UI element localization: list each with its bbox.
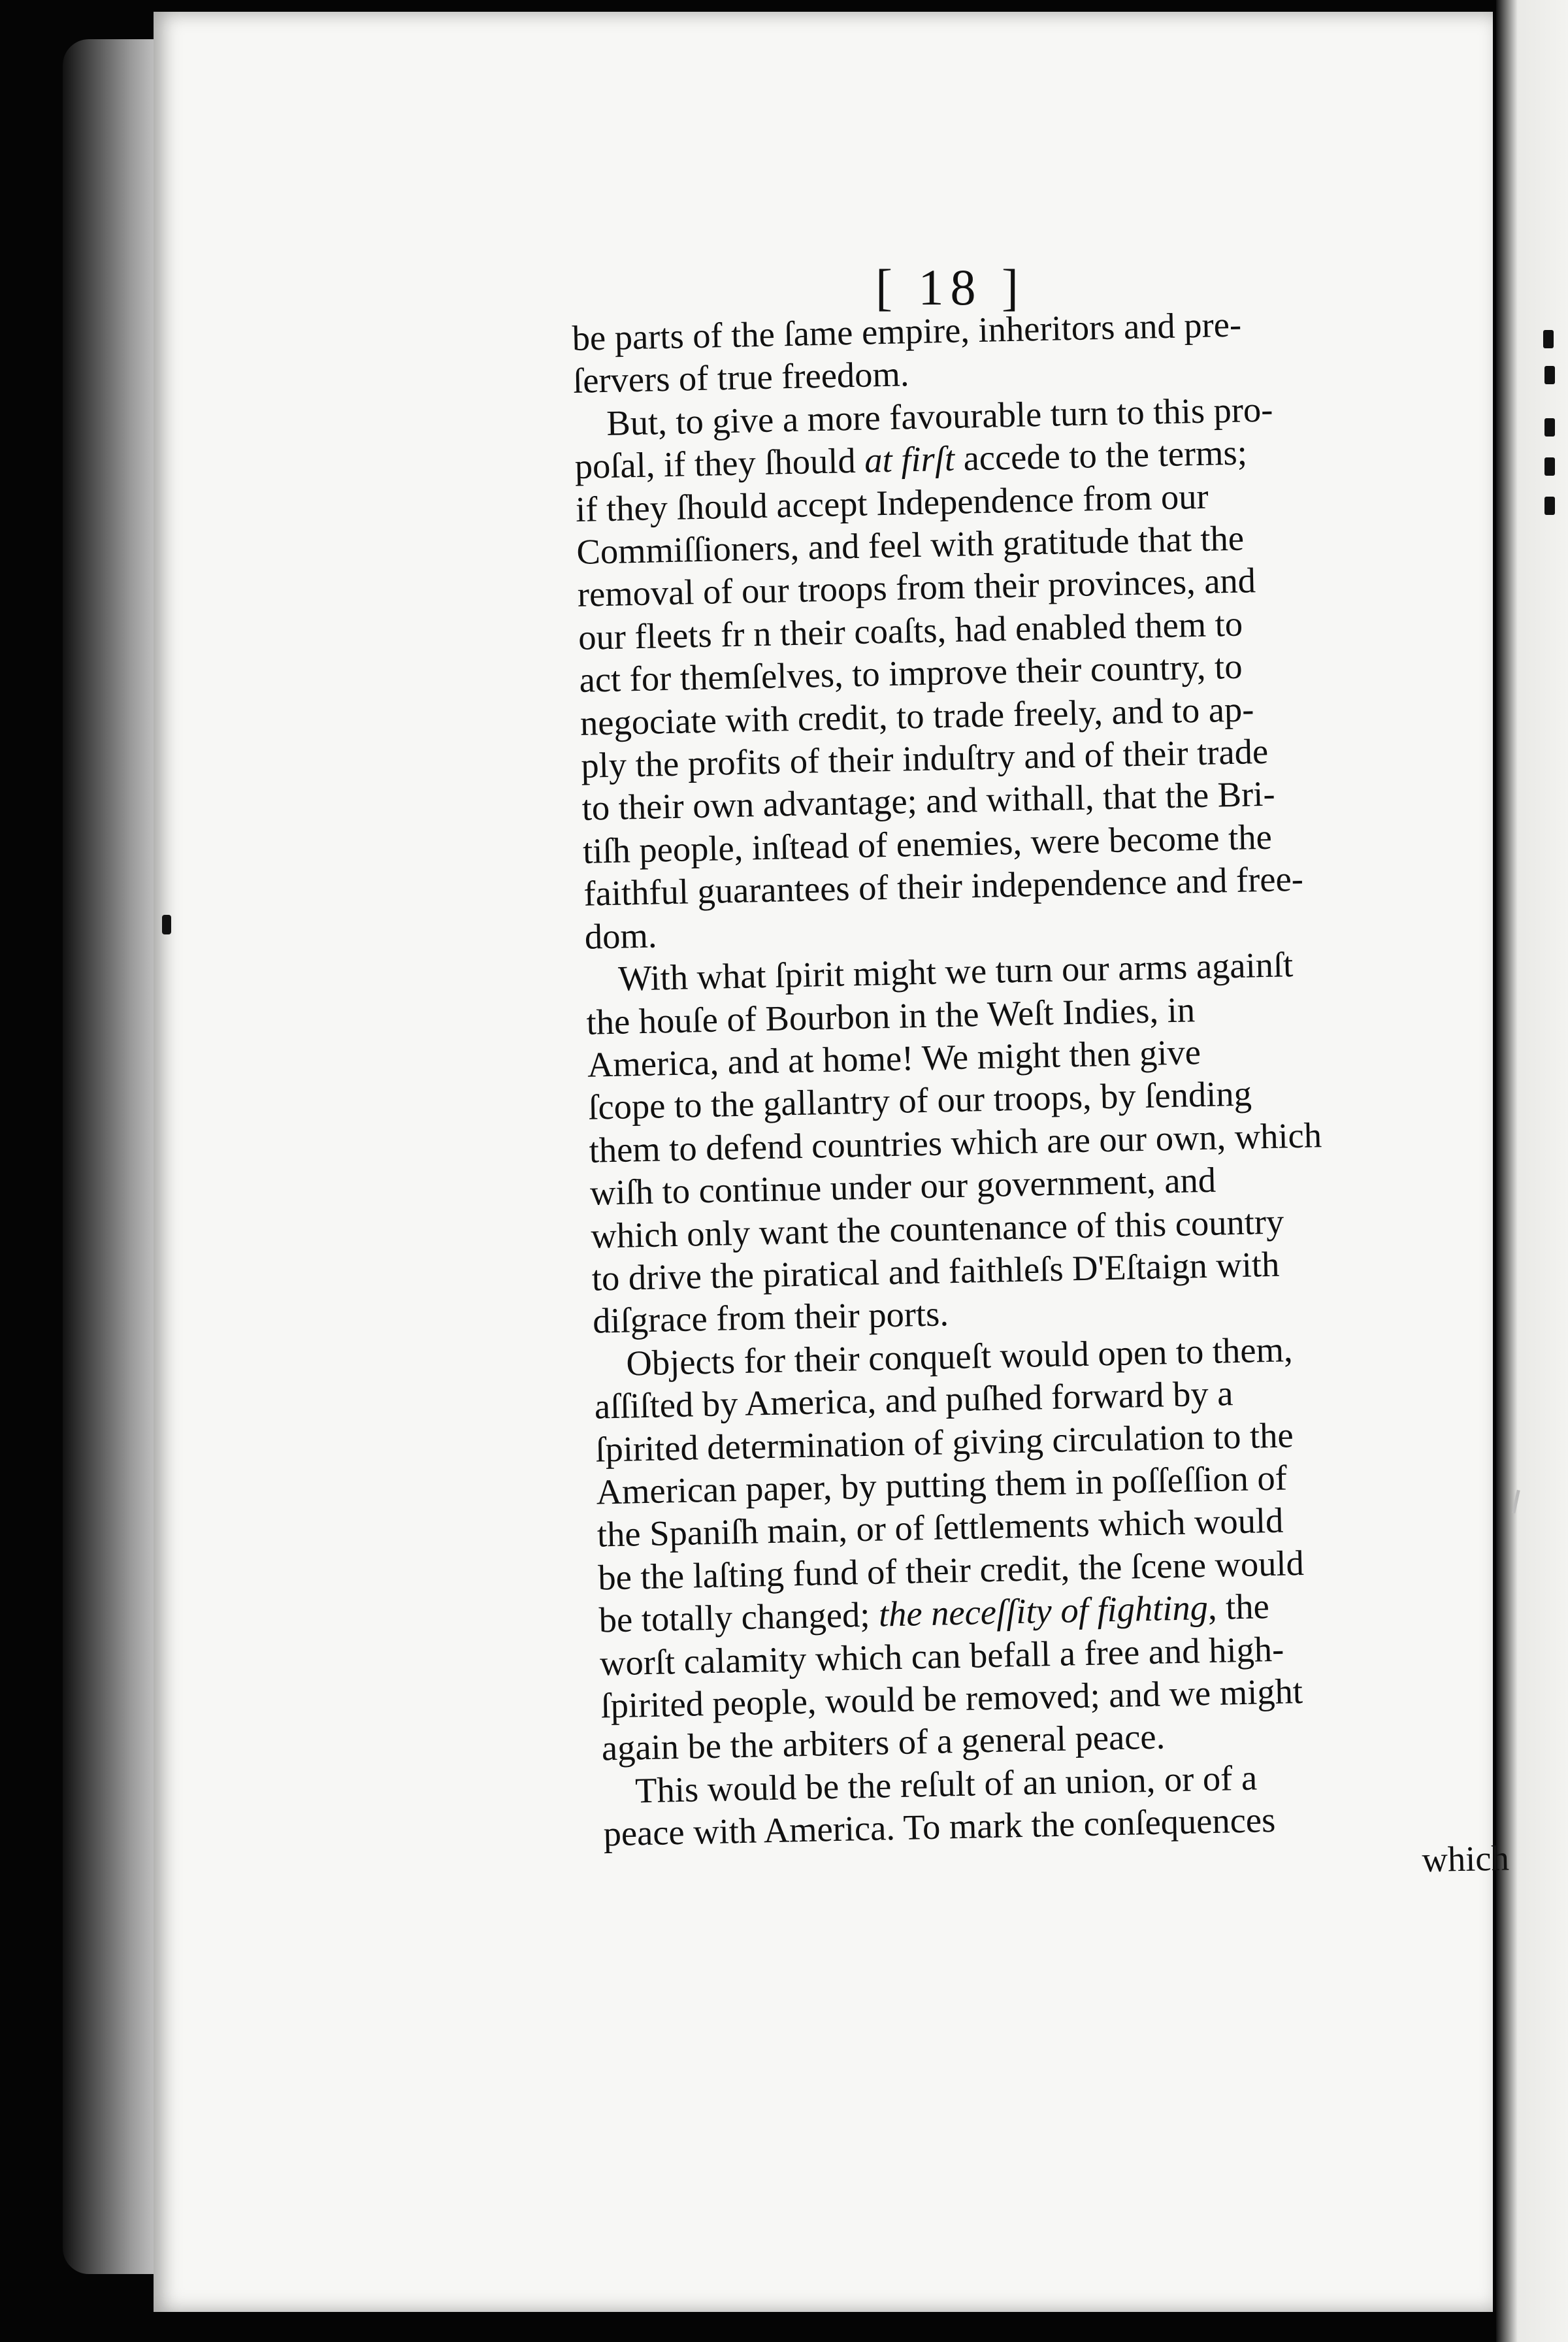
text-line: peace with America. To mark the conſequences xyxy=(602,1800,1276,1854)
text-line: which only want the countenance of this country xyxy=(590,1201,1284,1256)
text-line: negociate with credit, to trade freely, and to ap- xyxy=(580,688,1254,743)
text-line: This would be the reſult of an union, or of a xyxy=(634,1757,1258,1811)
facing-page-ink-mark xyxy=(1544,418,1555,437)
facing-page-ink-mark xyxy=(1543,330,1554,348)
text-line: the Spaniſh main, or of ſettlements which would xyxy=(596,1500,1284,1555)
catchword: which xyxy=(1421,1838,1510,1879)
text-line: them to defend countries which are our own, which xyxy=(589,1114,1322,1170)
text-line: act for themſelves, to improve their country, to xyxy=(579,646,1243,701)
paragraph xyxy=(585,939,1498,1343)
text-line: ſpirited people, would be removed; and we might xyxy=(600,1671,1303,1726)
text-line: Commiſſioners, and feel with gratitude that the xyxy=(576,518,1245,572)
text-line: poſal, if they ſhould at firſt accede to the terms; xyxy=(574,432,1248,487)
text-line: wiſh to continue under our government, and xyxy=(589,1159,1217,1213)
text-line: if they ſhould accept Independence from our xyxy=(575,476,1209,529)
text-line: removal of our troops from their provinces, and xyxy=(577,560,1256,615)
text-line: be the laſting fund of their credit, the ſcene would xyxy=(597,1542,1305,1598)
text-line: to their own advantage; and withall, that the Bri- xyxy=(581,774,1276,829)
body-text xyxy=(572,298,1509,1898)
text-line: tiſh people, inſtead of enemies, were become the xyxy=(582,816,1273,871)
text-line: aſſiſted by America, and puſhed forward by a xyxy=(594,1373,1234,1427)
book-binding-edge xyxy=(63,39,161,2274)
text-line: But, to give a more favourable turn to this pro- xyxy=(606,389,1273,443)
text-line: be parts of the ſame empire, inheritors and pre- xyxy=(572,304,1242,358)
text-line: With what ſpirit might we turn our arms againſt xyxy=(617,944,1294,998)
text-line: ſervers of true freedom. xyxy=(572,354,910,401)
text-line: ſpirited determination of giving circulation to the xyxy=(595,1414,1294,1470)
facing-page-ink-mark xyxy=(1544,457,1555,476)
text-line: American paper, by putting them in poſſeſſion of xyxy=(596,1457,1288,1512)
paragraph xyxy=(574,384,1490,958)
text-line: dom. xyxy=(584,915,658,957)
text-line: faithful guarantees of their independence and free- xyxy=(583,859,1304,914)
facing-page-edge xyxy=(1496,0,1568,2342)
text-line: be totally changed; the neceſſity of fighting, the xyxy=(598,1586,1270,1640)
margin-ink-mark xyxy=(162,915,171,934)
text-line: America, and at home! We might then give xyxy=(587,1031,1201,1085)
text-line: ply the profits of their induſtry and of their trade xyxy=(580,731,1269,785)
text-line: to drive the piratical and faithleſs D'Eſtaign with xyxy=(591,1244,1280,1298)
text-line: ſcope to the gallantry of our troops, by ſending xyxy=(587,1073,1252,1128)
text-line: diſgrace from their ports. xyxy=(592,1293,949,1341)
text-line: worſt calamity which can befall a free and high- xyxy=(599,1628,1284,1683)
text-line: Objects for their conqueſt would open to them, xyxy=(625,1328,1294,1383)
facing-page-ink-mark xyxy=(1544,366,1555,384)
text-line: again be the arbiters of a general peace. xyxy=(601,1716,1166,1768)
text-line: our fleets fr n their coaſts, had enabled them to xyxy=(578,603,1243,657)
page-number-header: [ 18 ] xyxy=(875,259,1025,316)
facing-page-ink-mark xyxy=(1544,497,1555,515)
text-line: the houſe of Bourbon in the Weſt Indies, in xyxy=(585,989,1196,1042)
paragraph xyxy=(593,1323,1507,1770)
